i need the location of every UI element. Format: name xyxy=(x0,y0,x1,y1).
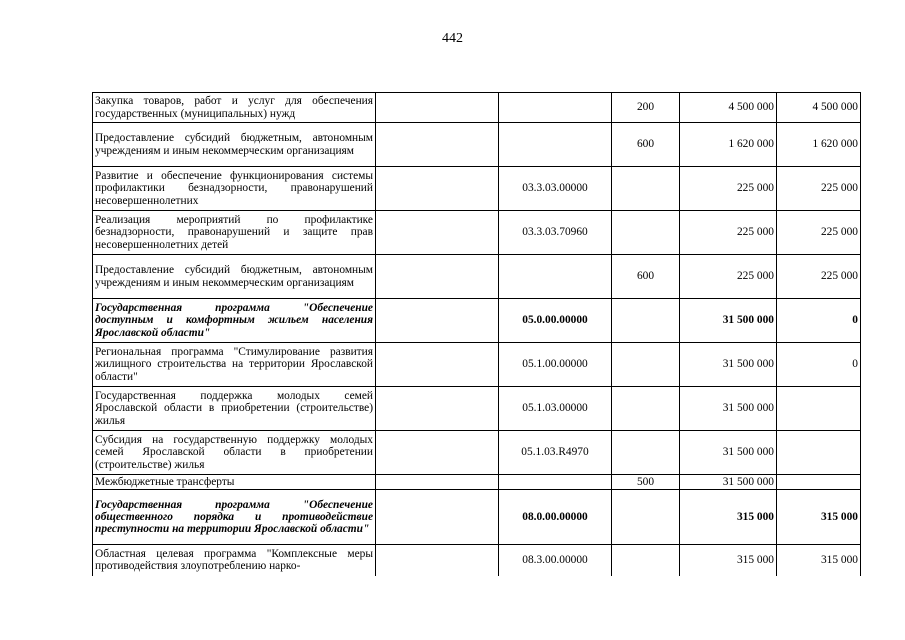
row-code xyxy=(499,93,612,123)
row-empty-cell xyxy=(376,167,499,211)
row-sum-2 xyxy=(777,475,861,490)
row-name: Закупка товаров, работ и услуг для обеспечения государственных (муниципальных) нужд xyxy=(93,93,376,123)
row-expense-type xyxy=(612,545,680,576)
row-empty-cell xyxy=(376,255,499,299)
row-name: Развитие и обеспечение функционирования системы профилактики безнадзорности, правонарушений несовершеннолетних xyxy=(93,167,376,211)
row-empty-cell xyxy=(376,475,499,490)
table-row xyxy=(93,431,861,475)
row-code xyxy=(499,475,612,490)
row-sum-1: 31 500 000 xyxy=(680,431,777,475)
row-name: Государственная программа "Обеспечение доступным и комфортным жильем населения Ярославской области" xyxy=(93,299,376,343)
table-row xyxy=(93,387,861,431)
page-number: 442 xyxy=(442,31,463,46)
row-empty-cell xyxy=(376,93,499,123)
row-expense-type: 600 xyxy=(612,123,680,167)
table-row xyxy=(93,167,861,211)
row-sum-1: 31 500 000 xyxy=(680,387,777,431)
row-empty-cell xyxy=(376,490,499,545)
row-code xyxy=(499,123,612,167)
row-sum-2: 0 xyxy=(777,299,861,343)
row-name: Реализация мероприятий по профилактике безнадзорности, правонарушений и защите прав несовершеннолетних детей xyxy=(93,211,376,255)
row-code: 08.3.00.00000 xyxy=(499,545,612,576)
row-expense-type: 500 xyxy=(612,475,680,490)
row-name: Региональная программа "Стимулирование развития жилищного строительства на территории Ярославской области" xyxy=(93,343,376,387)
row-code: 05.1.03.R4970 xyxy=(499,431,612,475)
row-expense-type: 200 xyxy=(612,93,680,123)
row-code: 05.0.00.00000 xyxy=(499,299,612,343)
row-sum-1: 31 500 000 xyxy=(680,343,777,387)
row-code: 08.0.00.00000 xyxy=(499,490,612,545)
row-empty-cell xyxy=(376,431,499,475)
row-sum-1: 315 000 xyxy=(680,490,777,545)
row-empty-cell xyxy=(376,211,499,255)
row-sum-2: 315 000 xyxy=(777,490,861,545)
row-expense-type xyxy=(612,343,680,387)
row-sum-1: 225 000 xyxy=(680,255,777,299)
row-sum-1: 31 500 000 xyxy=(680,299,777,343)
table-row xyxy=(93,211,861,255)
row-code: 03.3.03.70960 xyxy=(499,211,612,255)
row-name: Государственная программа "Обеспечение общественного порядка и противодействие преступности на территории Ярославской области" xyxy=(93,490,376,545)
row-sum-1: 315 000 xyxy=(680,545,777,576)
table-row xyxy=(93,343,861,387)
row-sum-2: 4 500 000 xyxy=(777,93,861,123)
row-code: 03.3.03.00000 xyxy=(499,167,612,211)
table-row xyxy=(93,255,861,299)
row-sum-2 xyxy=(777,431,861,475)
row-empty-cell xyxy=(376,387,499,431)
budget-table-body xyxy=(93,93,861,576)
row-name: Областная целевая программа "Комплексные меры противодействия злоупотреблению нарко- xyxy=(93,545,376,576)
row-sum-2: 225 000 xyxy=(777,211,861,255)
row-expense-type xyxy=(612,167,680,211)
row-expense-type xyxy=(612,490,680,545)
row-sum-2: 0 xyxy=(777,343,861,387)
row-empty-cell xyxy=(376,123,499,167)
budget-table xyxy=(92,92,861,576)
row-sum-1: 225 000 xyxy=(680,211,777,255)
row-expense-type xyxy=(612,431,680,475)
row-name: Предоставление субсидий бюджетным, автономным учреждениям и иным некоммерческим организациям xyxy=(93,123,376,167)
row-name: Государственная поддержка молодых семей Ярославской области в приобретении (строительстве) жилья xyxy=(93,387,376,431)
row-sum-2: 1 620 000 xyxy=(777,123,861,167)
row-code: 05.1.00.00000 xyxy=(499,343,612,387)
row-sum-2: 225 000 xyxy=(777,255,861,299)
row-name: Субсидия на государственную поддержку молодых семей Ярославской области в приобретении (строительстве) жилья xyxy=(93,431,376,475)
row-name: Межбюджетные трансферты xyxy=(93,475,376,490)
table-row xyxy=(93,93,861,123)
row-empty-cell xyxy=(376,343,499,387)
row-empty-cell xyxy=(376,545,499,576)
row-sum-2: 315 000 xyxy=(777,545,861,576)
table-row xyxy=(93,475,861,490)
row-sum-1: 1 620 000 xyxy=(680,123,777,167)
row-code: 05.1.03.00000 xyxy=(499,387,612,431)
row-expense-type xyxy=(612,211,680,255)
row-empty-cell xyxy=(376,299,499,343)
row-name: Предоставление субсидий бюджетным, автономным учреждениям и иным некоммерческим организациям xyxy=(93,255,376,299)
table-row xyxy=(93,545,861,576)
row-expense-type xyxy=(612,299,680,343)
row-sum-2: 225 000 xyxy=(777,167,861,211)
table-row xyxy=(93,299,861,343)
row-sum-1: 4 500 000 xyxy=(680,93,777,123)
table-row xyxy=(93,490,861,545)
table-row xyxy=(93,123,861,167)
row-expense-type: 600 xyxy=(612,255,680,299)
row-sum-2 xyxy=(777,387,861,431)
row-expense-type xyxy=(612,387,680,431)
row-sum-1: 225 000 xyxy=(680,167,777,211)
row-code xyxy=(499,255,612,299)
row-sum-1: 31 500 000 xyxy=(680,475,777,490)
